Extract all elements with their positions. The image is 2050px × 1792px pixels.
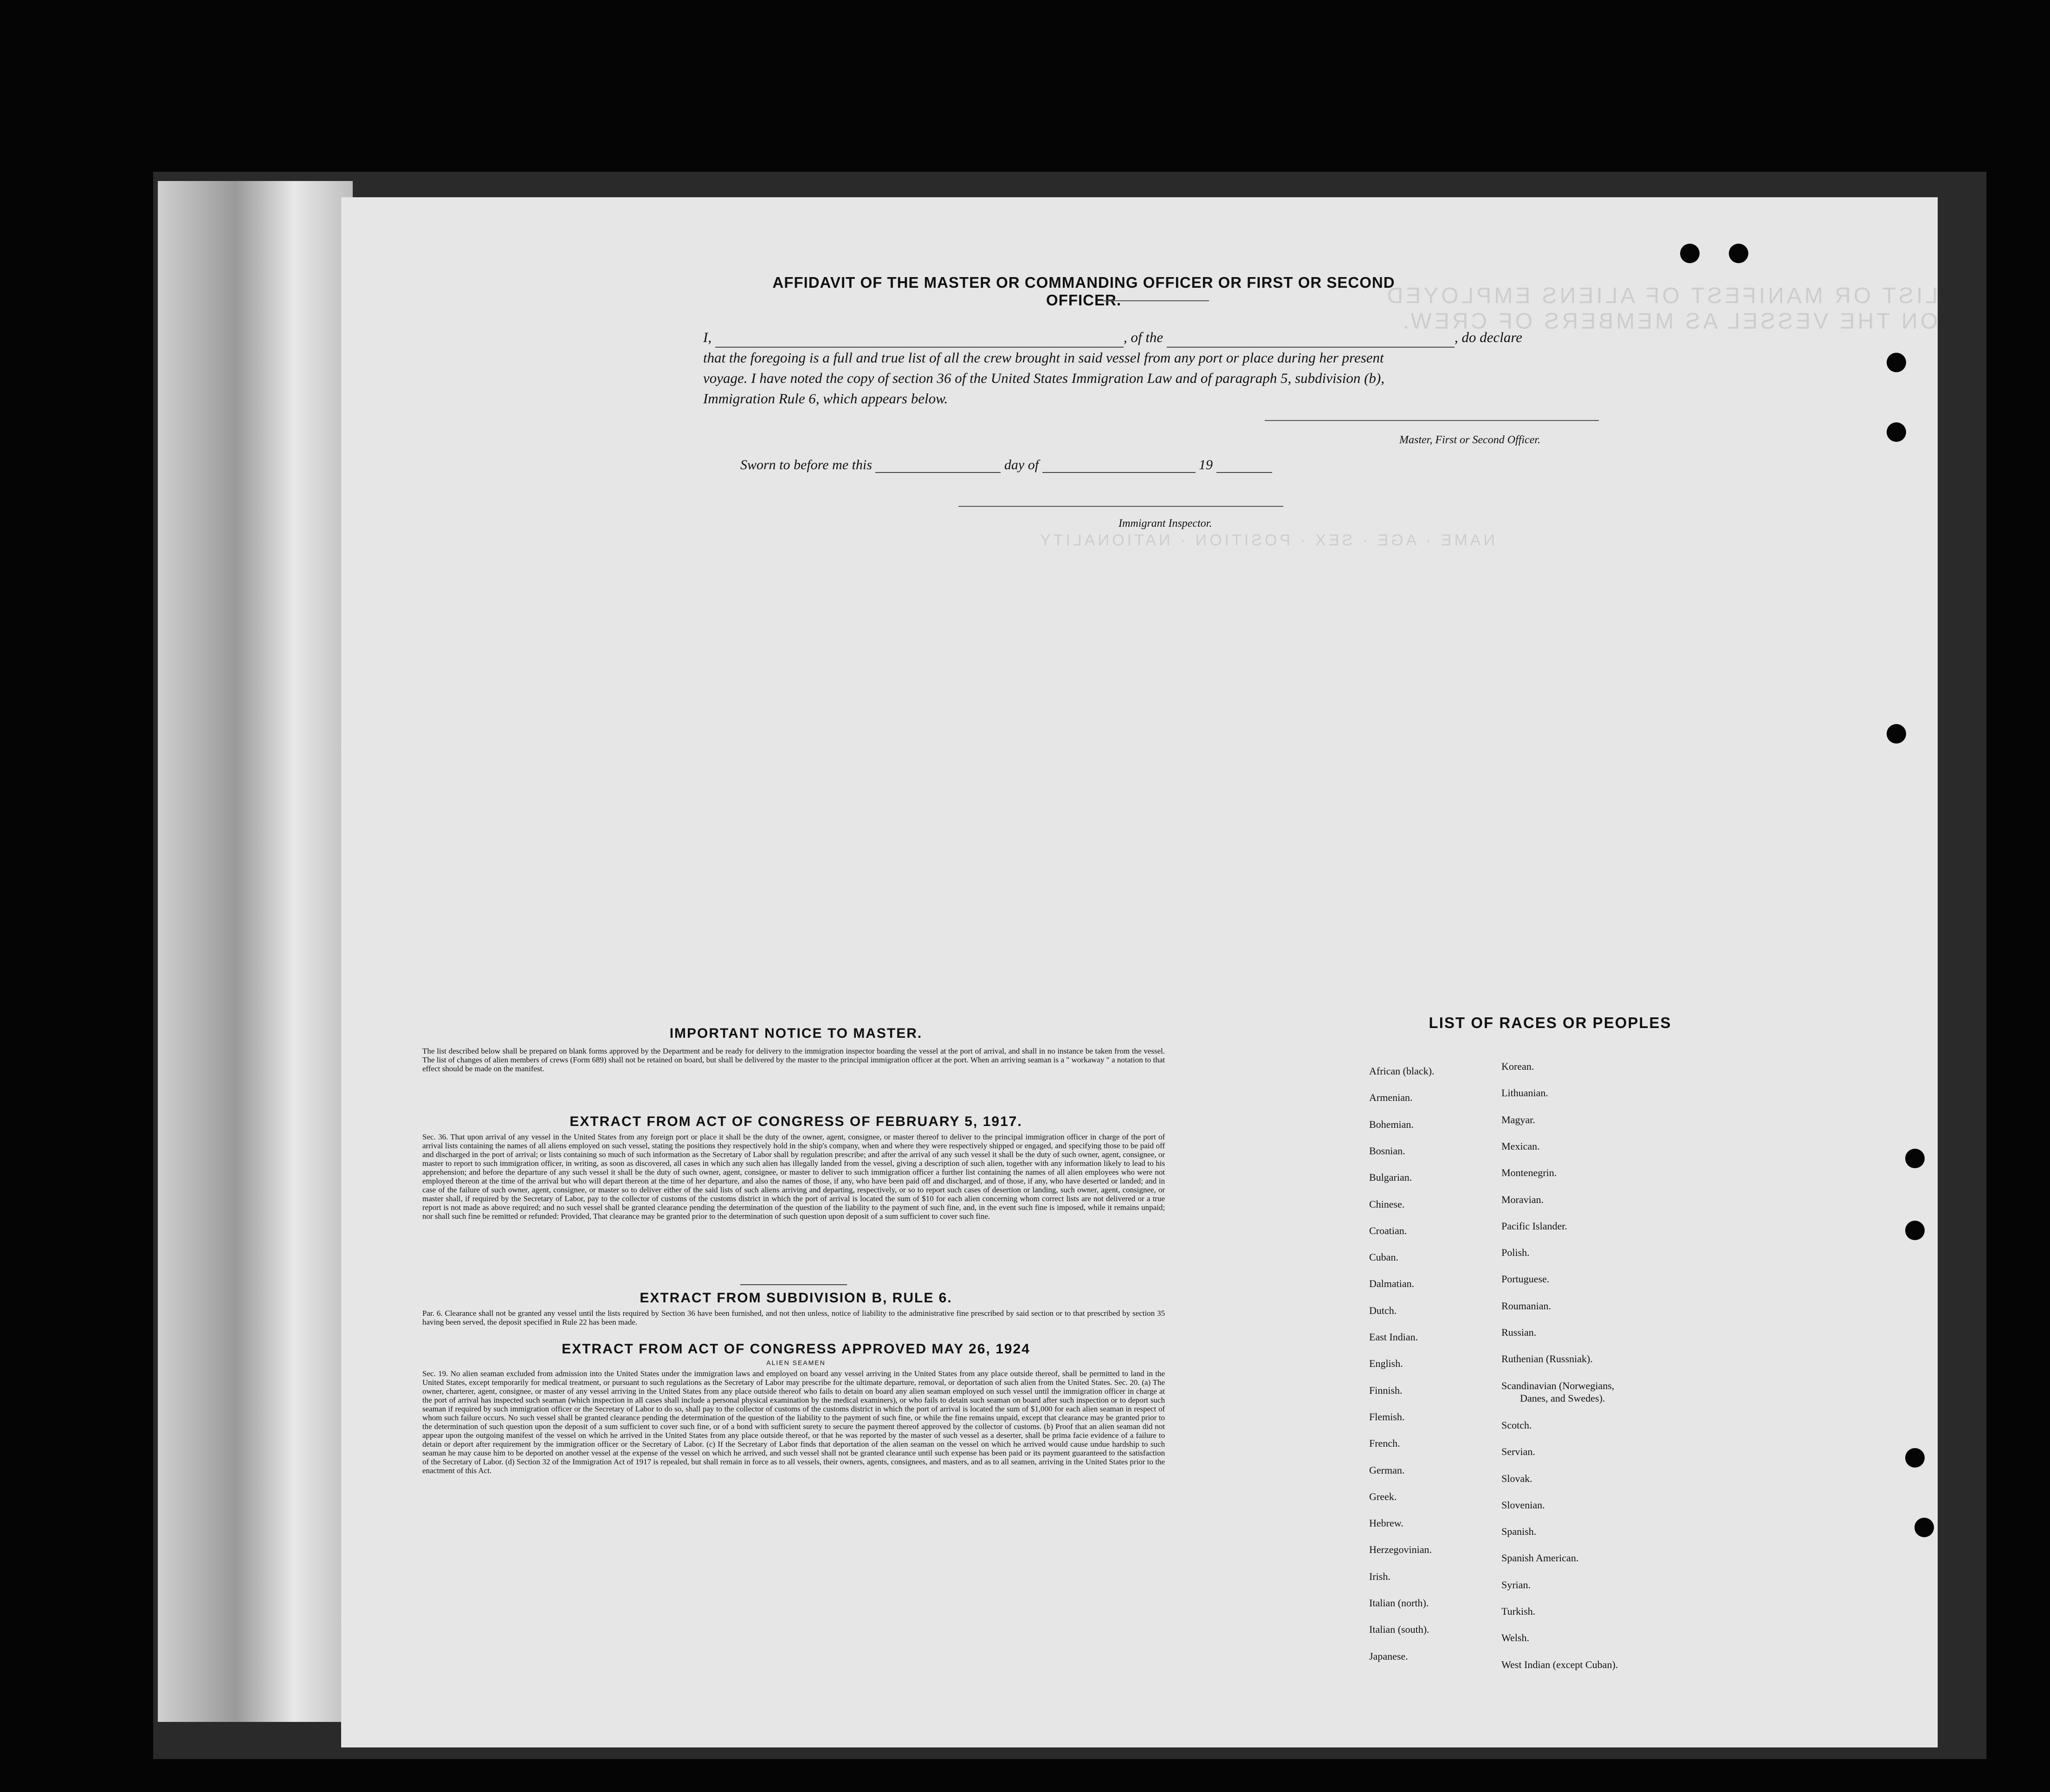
race-item: Roumanian. [1501,1300,1551,1312]
bleed-through-text: NAME · AGE · SEX · POSITION · NATIONALITY [1037,531,1495,549]
document-page [341,197,1938,1747]
race-item: Polish. [1501,1247,1530,1259]
race-item: Scotch. [1501,1419,1532,1431]
race-item: Spanish American. [1501,1552,1579,1564]
race-item: Montenegrin. [1501,1167,1557,1179]
title-underline [1102,300,1209,301]
master-signature-label: Master, First or Second Officer. [1399,434,1540,446]
race-item: Armenian. [1369,1092,1413,1104]
race-item: Danes, and Swedes). [1520,1392,1605,1404]
race-item: Pacific Islander. [1501,1220,1567,1232]
extract-1924-title: EXTRACT FROM ACT OF CONGRESS APPROVED MAY 26, 1924 [562,1341,1030,1357]
race-item: Bohemian. [1369,1118,1414,1130]
sworn-start: Sworn to before me this [740,457,872,472]
bleed-through-text: LIST OR MANIFEST OF ALIENS EMPLOYED ON THE VESSEL AS MEMBERS OF CREW. [1384,284,1938,334]
race-item: Italian (south). [1369,1624,1429,1636]
declaration-of-the: , of the [1123,329,1164,345]
race-item: Lithuanian. [1501,1087,1548,1099]
race-item: West Indian (except Cuban). [1501,1658,1618,1670]
extract-1917-text: Sec. 36. That upon arrival of any vessel in the United States from any foreign port or place it shall be the duty of the owner, agent, consignee, or master thereof to deliver to the principal immigration officer in charge of the port of arrival lists containing the names of all aliens employed on such vessel, stating the positions they respectively hold in the ship's company, when and where they were respectively shipped or engaged, and specifying those to be paid off and discharged in the port of arrival; or lists containing so much of such information as the Secretary of Labor shall by regulation prescribe; and after the arrival of any such vessel it shall be the duty of such owner, agent, consignee, or master to report to such immigration officer, in writing, as soon as discovered, all cases in which any such alien has illegally landed from the vessel, giving a description of such alien, together with any information likely to lead to his apprehension; and before the departure of any such vessel it shall be the duty of such owner, agent, consignee, or master to deliver to such immigration officer a further list containing the names of all alien employees who were not employed thereon at the time of the arrival but who will depart thereon at the time of her departure, and also the names of those, if any, who have been paid off and discharged, and of those, if any, who have deserted or landed; and in case of the failure of such owner, agent, consignee, or master so to deliver either of the said lists of such aliens arriving and departing, respectively, or so to report such cases of desertion or landing, such owner, agent, consignee, or master shall, if required by the Secretary of Labor, pay to the collector of customs of the customs district in which the port of arrival is located the sum of $10 for each alien concerning whom correct lists are not delivered or a true report is not made as above required; and no such vessel shall be granted clearance pending the determination of the question of the liability to the payment of such fine, and, in the event such fine is imposed, while it remains unpaid; nor shall such fine be remitted or refunded: Provided, That clearance may be granted prior to the determination of such question upon deposit of a sum sufficient to cover such fine. [422,1132,1165,1221]
race-item: Spanish. [1501,1526,1537,1538]
race-item: Portuguese. [1501,1273,1550,1285]
race-item: Italian (north). [1369,1597,1429,1609]
declaration-i: I, [703,329,712,345]
race-item: Bosnian. [1369,1145,1405,1157]
sworn-year: 19 [1199,457,1213,472]
race-item: Flemish. [1369,1410,1405,1423]
race-item: French. [1369,1437,1400,1449]
punch-hole [1905,1149,1925,1168]
race-item: English. [1369,1358,1403,1370]
race-item: German. [1369,1464,1405,1476]
affidavit-title: AFFIDAVIT OF THE MASTER OR COMMANDING OFFICER OR FIRST OR SECOND OFFICER. [772,274,1395,309]
notice-title: IMPORTANT NOTICE TO MASTER. [669,1026,923,1041]
race-item: Japanese. [1369,1650,1408,1662]
race-item: Welsh. [1501,1632,1529,1644]
sworn-day-of: day of [1004,457,1039,472]
races-title: LIST OF RACES OR PEOPLES [1429,1014,1672,1031]
declaration-line-3: voyage. I have noted the copy of section 36 of the United States Immigration Law and of paragraph 5, subdivision (b), [703,370,1384,386]
master-signature-line[interactable] [1265,420,1599,421]
race-item: Moravian. [1501,1193,1544,1205]
punch-hole [1905,1221,1925,1240]
declaration-line-2: that the foregoing is a full and true list of all the crew brought in said vessel from any port or place during her present [703,349,1384,366]
race-item: Bulgarian. [1369,1171,1412,1184]
race-item: Turkish. [1501,1605,1536,1617]
declaration-end: , do declare [1454,329,1522,345]
punch-hole [1905,1448,1925,1468]
race-item: Korean. [1501,1061,1534,1072]
race-item: Finnish. [1369,1384,1403,1396]
section-divider [740,1284,847,1285]
sworn-day-field[interactable] [875,458,1001,473]
race-item: Herzegovinian. [1369,1544,1432,1556]
sworn-year-field[interactable] [1216,458,1272,473]
officer-name-field[interactable] [715,333,1124,348]
sworn-line [740,457,1272,473]
race-item: African (black). [1369,1065,1435,1077]
extract-rule6-text: Par. 6. Clearance shall not be granted any vessel until the lists required by Section 36 have been furnished, and not then unless, notice of liability to the administrative fine prescribed by said section or to that prescribed by section 35 having been served, the deposit specified in Rule 22 has been made. [422,1309,1165,1326]
race-item: Croatian. [1369,1224,1407,1236]
race-item: East Indian. [1369,1331,1418,1343]
race-item: Dalmatian. [1369,1278,1415,1290]
race-item: Greek. [1369,1490,1397,1502]
extract-1917-title: EXTRACT FROM ACT OF CONGRESS OF FEBRUARY 5, 1917. [569,1114,1022,1129]
punch-hole [1729,244,1748,263]
race-item: Ruthenian (Russniak). [1501,1353,1593,1365]
extract-rule6-title: EXTRACT FROM SUBDIVISION B, RULE 6. [640,1290,952,1306]
vessel-name-field[interactable] [1167,333,1455,348]
race-item: Slovenian. [1501,1499,1545,1511]
race-item: Slovak. [1501,1472,1533,1484]
inspector-signature-line[interactable] [958,506,1283,507]
stacked-pages-edge [158,181,353,1722]
race-item: Scandinavian (Norwegians, [1501,1379,1615,1391]
declaration-line-4: Immigration Rule 6, which appears below. [703,390,948,407]
extract-1924-text: Sec. 19. No alien seaman excluded from admission into the United States under the immigration laws and employed on board any vessel arriving in the United States from any place outside thereof, shall be permitted to land in the United States, except temporarily for medical treatment, or pursuant to such regulations as the Secretary of Labor may prescribe for the ultimate departure, removal, or deportation of such alien from the United States. Sec. 20. (a) The owner, charterer, agent, consignee, or master of any vessel arriving in the United States from any place outside thereof who fails to detain on board any alien seaman employed on such vessel until the immigration officer in charge at the port of arrival has inspected such seaman (which inspection in all cases shall include a personal physical examination by the medical examiners), or who fails to detain such seaman on board after such inspection or to deport such seaman if required by such immigration officer or the Secretary of Labor to do so, shall pay to the collector of customs of the customs district in which the port of arrival is located the sum of $1,000 for each alien seaman in respect of whom such failure occurs. No such vessel shall be granted clearance pending the determination of the question of the liability to the payment of such fine, or while the fine remains unpaid, except that clearance may be granted prior to the determination of such question upon the deposit of a sum sufficient to cover such fine, or of a bond with sufficient surety to secure the payment thereof approved by the collector of customs. (b) Proof that an alien seaman did not appear upon the outgoing manifest of the vessel on which he arrived in the United States from any place outside thereof, or that he was reported by the master of such vessel as a deserter, shall be prima facie evidence of a failure to detain or deport after requirement by the immigration officer or the Secretary of Labor. (c) If the Secretary of Labor finds that deportation of the alien seaman on the vessel on which he arrived would cause undue hardship to such seaman he may cause him to be deported on another vessel at the expense of the vessel on which he arrived, and such vessel shall not be granted clearance until such expense has been paid or its payment guaranteed to the satisfaction of the Secretary of Labor. (d) Section 32 of the Immigration Act of 1917 is repealed, but shall remain in force as to all vessels, their owners, agents, consignees, and masters, and as to all seamen, arriving in the United States prior to the enactment of this Act. [422,1369,1165,1475]
race-item: Cuban. [1369,1251,1398,1263]
race-item: Servian. [1501,1446,1535,1458]
race-item: Russian. [1501,1326,1537,1338]
punch-hole [1887,353,1906,372]
race-item: Chinese. [1369,1198,1405,1210]
race-item: Hebrew. [1369,1517,1403,1529]
race-item: Mexican. [1501,1140,1540,1152]
punch-hole [1887,422,1906,442]
sworn-month-field[interactable] [1042,458,1196,473]
punch-hole [1914,1518,1934,1537]
race-item: Magyar. [1501,1113,1535,1126]
affidavit-declaration [703,327,1522,409]
punch-hole [1680,244,1700,263]
race-item: Dutch. [1369,1304,1397,1316]
inspector-signature-label: Immigrant Inspector. [1119,518,1212,530]
punch-hole [1887,724,1906,744]
race-item: Syrian. [1501,1579,1531,1591]
race-item: Irish. [1369,1570,1390,1582]
alien-seamen-subtitle: ALIEN SEAMEN [766,1359,826,1366]
notice-text: The list described below shall be prepared on blank forms approved by the Department and be ready for delivery to the immigration inspector boarding the vessel at the port of arrival, and shall in no instance be taken from the vessel. The list of changes of alien members of crews (Form 689) shall not be retained on board, but shall be delivered by the master to the principal immigration officer at the port. When an arriving seaman is a " workaway " a notation to that effect should be made on the manifest. [422,1047,1165,1073]
